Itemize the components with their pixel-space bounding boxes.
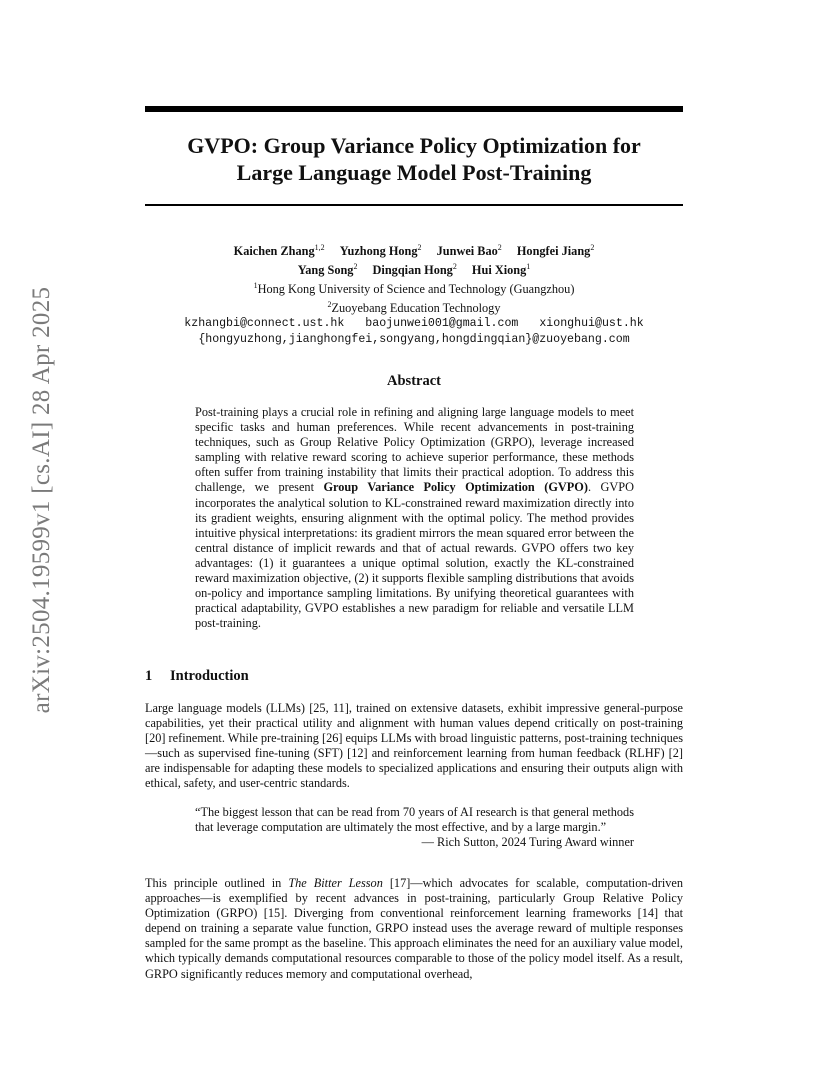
title-top-rule (145, 106, 683, 112)
section-heading-introduction (145, 668, 683, 685)
abstract-bold-term: Group Variance Policy Optimization (GVPO) (323, 480, 588, 495)
paper-title-line-2: Large Language Model Post-Training (236, 160, 592, 185)
author: Hui Xiong$^1$ (471, 262, 531, 278)
block-quote (195, 805, 634, 850)
abstract-body: Post-training plays a crucial role in refining and aligning large language models to meet specific tasks and human preferences. While recent advancements in post-training techniques, such as Group Relative Policy Optimization (GRPO), leverage increased sampling with relative reward scoring to achieve superior performance, these methods often suffer from training instability that limits their practical adoption. To address this challenge, we present Group Variance Policy Optimization (GVPO). GVPO incorporates the analytical solution to KL-constrained reward maximization directly into its gradient weights, ensuring alignment with the optimal policy. The method provides intuitive physical interpretations: its gradient mirrors the mean squared error between the central distance of implicit rewards and that of actual rewards. GVPO offers two key advantages: (1) it guarantees a unique optimal solution, exactly the KL-constrained reward maximization objective, (2) it supports flexible sampling distributions that avoids on-policy and importance sampling limitations. By unifying theoretical guarantees with practical adaptability, GVPO establishes a new paradigm for reliable and versatile LLM post-training. (195, 405, 634, 631)
author: Hongfei Jiang$^2$ (516, 243, 595, 259)
email-row (145, 316, 683, 332)
author: Dingqian Hong$^2$ (372, 262, 457, 278)
title-bottom-rule (145, 204, 683, 206)
author: Junwei Bao$^2$ (436, 243, 502, 259)
author: Kaichen Zhang$^{1,2}$ (233, 243, 325, 259)
author: Yuzhong Hong$^2$ (339, 243, 422, 259)
section-number: 1 (145, 668, 153, 684)
author-row-2 (145, 259, 683, 278)
paper-title (145, 132, 683, 186)
paper-title-line-1: GVPO: Group Variance Policy Optimization for (187, 133, 641, 158)
author-row-1 (145, 240, 683, 259)
group-email: {hongyuzhong,jianghongfei,songyang,hongdingqian}@zuoyebang.com (198, 333, 630, 347)
email-address: kzhangbi@connect.ust.hk (184, 317, 345, 331)
quote-text: “The biggest lesson that can be read from 70 years of AI research is that general methods that leverage computation are ultimately the most effective, and by a large margin.” (195, 805, 634, 835)
intro-paragraph-1: Large language models (LLMs) [25, 11], trained on extensive datasets, exhibit impressive general-purpose capabilities, yet their practical utility and alignment with human values depend critically on post-training [20] refinement. While pre-training [26] equips LLMs with broad linguistic patterns, post-training techniques—such as supervised fine-tuning (SFT) [12] and reinforcement learning from human feedback (RLHF) [2] are indispensable for adapting these models to specialized applications and ensuring their outputs align with ethical, safety, and user-centric standards. (145, 701, 683, 791)
affiliation-2: $^2$Zuoyebang Education Technology (327, 300, 501, 316)
intro-paragraph-2: This principle outlined in The Bitter Lesson [17]—which advocates for scalable, computation-driven approaches—is exemplified by recent advances in post-training, particularly Group Relative Policy Optimization (GRPO) [15]. Diverging from conventional reinforcement learning frameworks [14] that depend on training a separate value function, GRPO instead uses the average reward of multiple responses sampled for the same prompt as the baseline. This approach eliminates the need for an auxiliary value model, which typically demands computational resources comparable to those of the policy model itself. As a result, GRPO significantly reduces memory and computational overhead, (145, 876, 683, 981)
email-address: baojunwei001@gmail.com (365, 317, 519, 331)
quote-attribution: — Rich Sutton, 2024 Turing Award winner (421, 835, 634, 850)
author-block (145, 240, 683, 348)
arxiv-identifier-text: arXiv:2504.19599v1 [cs.AI] 28 Apr 2025 (28, 286, 55, 714)
section-title: Introduction (170, 668, 249, 684)
author: Yang Song$^2$ (297, 262, 358, 278)
affiliation-1: $^1$Hong Kong University of Science and Technology (Guangzhou) (253, 281, 575, 297)
abstract-heading: Abstract (387, 373, 441, 389)
book-title: The Bitter Lesson (288, 876, 383, 890)
email-address: xionghui@ust.hk (539, 317, 644, 331)
